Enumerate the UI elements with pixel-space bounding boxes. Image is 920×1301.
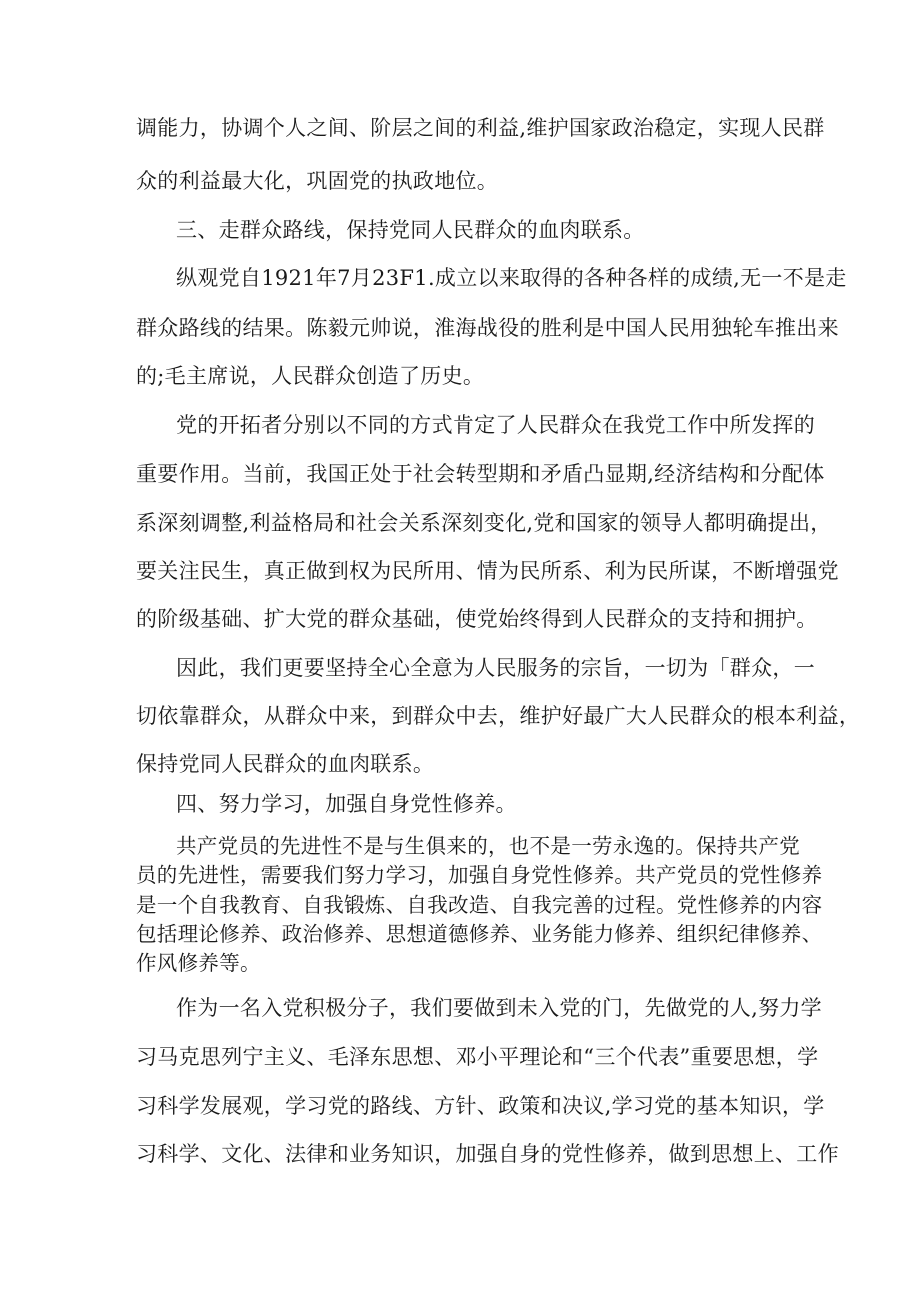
text-line: 保持党同人民群众的血肉联系。 [136,752,435,776]
text-line: 作风修养等。 [136,951,261,975]
text-line: 纵观党自1921年7月23F1.成立以来取得的各种各样的成绩,无一不是走 [176,266,847,290]
text-line: 因此，我们更要坚持全心全意为人民服务的宗旨，一切为「群众，一 [176,656,815,680]
text-line: 共产党员的先进性不是与生俱来的，也不是一劳永逸的。保持共产党 [176,834,800,858]
text-line: 的;毛主席说，人民群众创造了历史。 [136,364,485,388]
text-line: 习科学发展观，学习党的路线、方针、政策和决议,学习党的基本知识，学 [136,1094,825,1118]
text-line: 系深刻调整,利益格局和社会关系深刻变化,党和国家的领导人都明确提出， [136,511,832,535]
text-line: 众的利益最大化，巩固党的执政地位。 [136,169,499,193]
section-heading-3: 三、走群众路线，保持党同人民群众的血肉联系。 [176,218,645,242]
text-line: 的阶级基础、扩大党的群众基础，使党始终得到人民群众的支持和拥护。 [136,607,818,631]
text-line: 包括理论修养、政治修养、思想道德修养、业务能力修养、组织纪律修养、 [136,922,823,946]
text-line: 切依靠群众，从群众中来，到群众中去，维护好最广大人民群众的根本利益， [136,704,861,728]
text-line: 群众路线的结果。陈毅元帅说，淮海战役的胜利是中国人民用独轮车推出来 [136,316,839,340]
text-line: 作为一名入党积极分子，我们要做到未入党的门，先做党的人,努力学 [176,996,822,1020]
text-line: 要关注民生，真正做到权为民所用、情为民所系、利为民所谋，不断增强党 [136,559,839,583]
text-line: 调能力，协调个人之间、阶层之间的利益,维护国家政治稳定，实现人民群 [136,116,825,140]
text-line: 重要作用。当前，我国正处于社会转型期和矛盾凸显期,经济结构和分配体 [136,462,825,486]
text-line: 党的开拓者分别以不同的方式肯定了人民群众在我党工作中所发挥的 [176,413,815,437]
text-line: 习马克思列宁主义、毛泽东思想、邓小平理论和“三个代表”重要思想，学 [136,1045,819,1069]
text-line: 员的先进性，需要我们努力学习，加强自身党性修养。共产党员的党性修养 [136,863,823,887]
text-line: 是一个自我教育、自我锻炼、自我改造、自我完善的过程。党性修养的内容 [136,893,823,917]
text-line: 习科学、文化、法律和业务知识，加强自身的党性修养，做到思想上、工作 [136,1142,839,1166]
section-heading-4: 四、努力学习，加强自身党性修养。 [176,792,517,816]
